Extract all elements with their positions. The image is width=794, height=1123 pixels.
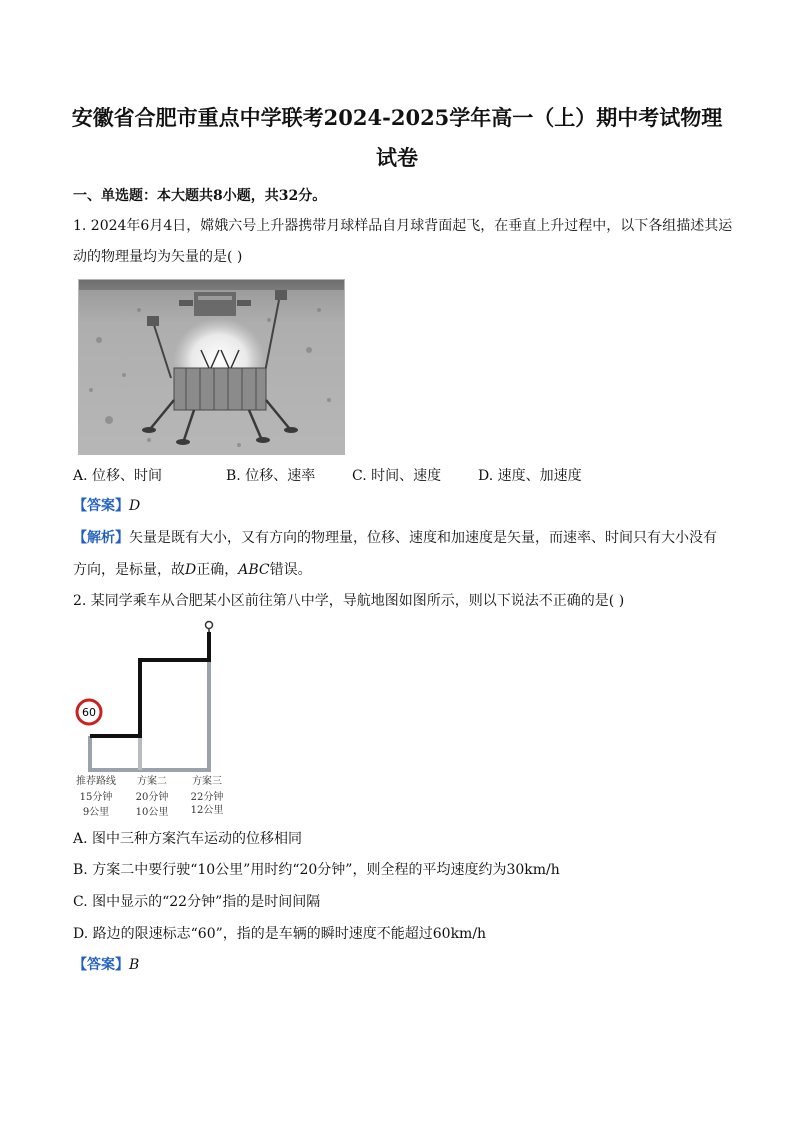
section-heading: 一、单选题：本大题共8小题，共32分。 (73, 188, 327, 204)
destination-marker (206, 622, 213, 629)
answer-value: D (129, 498, 141, 514)
analysis-tag: 【解析】 (73, 530, 129, 546)
route2-distance: 10公里 (135, 807, 169, 818)
route1-name: 推荐路线 (76, 776, 116, 787)
speed-limit-value: 60 (82, 706, 96, 719)
navigation-map (70, 618, 240, 823)
answer-value: B (129, 957, 140, 973)
q1-stem-line2: 动的物理量均为矢量的是( ) (73, 249, 243, 265)
q2-option-d[interactable]: D. 路边的限速标志“60”，指的是车辆的瞬时速度不能超过60km/h (73, 926, 487, 942)
q1-option-b[interactable]: B. 位移、速率 (226, 468, 316, 484)
analysis-text-1: 矢量是既有大小，又有方向的物理量，位移、速度和加速度是矢量，而速率、时间只有大小没有 (129, 530, 717, 546)
q1-analysis-line2 (73, 560, 312, 580)
navigation-map-figure (70, 618, 240, 823)
route2-time: 20分钟 (135, 792, 169, 803)
analysis-text-2a: 方向，是标量，故 (73, 562, 185, 578)
q1-options (73, 466, 582, 486)
answer-tag: 【答案】 (73, 498, 129, 514)
route3-distance: 12公里 (190, 805, 224, 816)
analysis-text-2c: 正确， (196, 562, 239, 578)
q1-option-a[interactable]: A. 位移、时间 (73, 468, 163, 484)
moon-lander-photo (78, 279, 345, 455)
route2-name: 方案二 (137, 776, 167, 787)
q2-option-a[interactable]: A. 图中三种方案汽车运动的位移相同 (73, 831, 303, 847)
document-title-line1: 安徽省合肥市重点中学联考2024-2025学年高一（上）期中考试物理 (71, 105, 723, 130)
q2-answer (73, 955, 139, 975)
analysis-text-2b: D (185, 562, 197, 578)
route-three-line (90, 658, 209, 770)
route3-time: 22分钟 (190, 792, 224, 803)
q1-stem-line1: 1. 2024年6月4日，嫦娥六号上升器携带月球样品自月球背面起飞，在垂直上升过程中，以下各组描述其运 (73, 218, 733, 234)
recommended-route-line (90, 632, 209, 736)
q1-option-d[interactable]: D. 速度、加速度 (478, 468, 582, 484)
route1-time: 15分钟 (79, 792, 113, 803)
q2-stem: 2. 某同学乘车从合肥某小区前往第八中学，导航地图如图所示，则以下说法不正确的是( ) (73, 593, 625, 609)
document-title-line2: 试卷 (376, 145, 418, 170)
q1-option-c[interactable]: C. 时间、速度 (352, 468, 442, 484)
q1-analysis-line1 (73, 528, 717, 548)
q1-answer (73, 496, 140, 516)
analysis-text-2e: 错误。 (269, 562, 312, 578)
analysis-text-2d: ABC (238, 562, 270, 578)
moon-lander-illustration (79, 280, 344, 454)
q2-option-c[interactable]: C. 图中显示的“22分钟”指的是时间间隔 (73, 894, 321, 910)
answer-tag: 【答案】 (73, 957, 129, 973)
route3-name: 方案三 (192, 776, 222, 787)
route1-distance: 9公里 (82, 807, 110, 818)
q2-option-b[interactable]: B. 方案二中要行驶“10公里”用时约“20分钟”，则全程的平均速度约为30km/h (73, 862, 560, 878)
